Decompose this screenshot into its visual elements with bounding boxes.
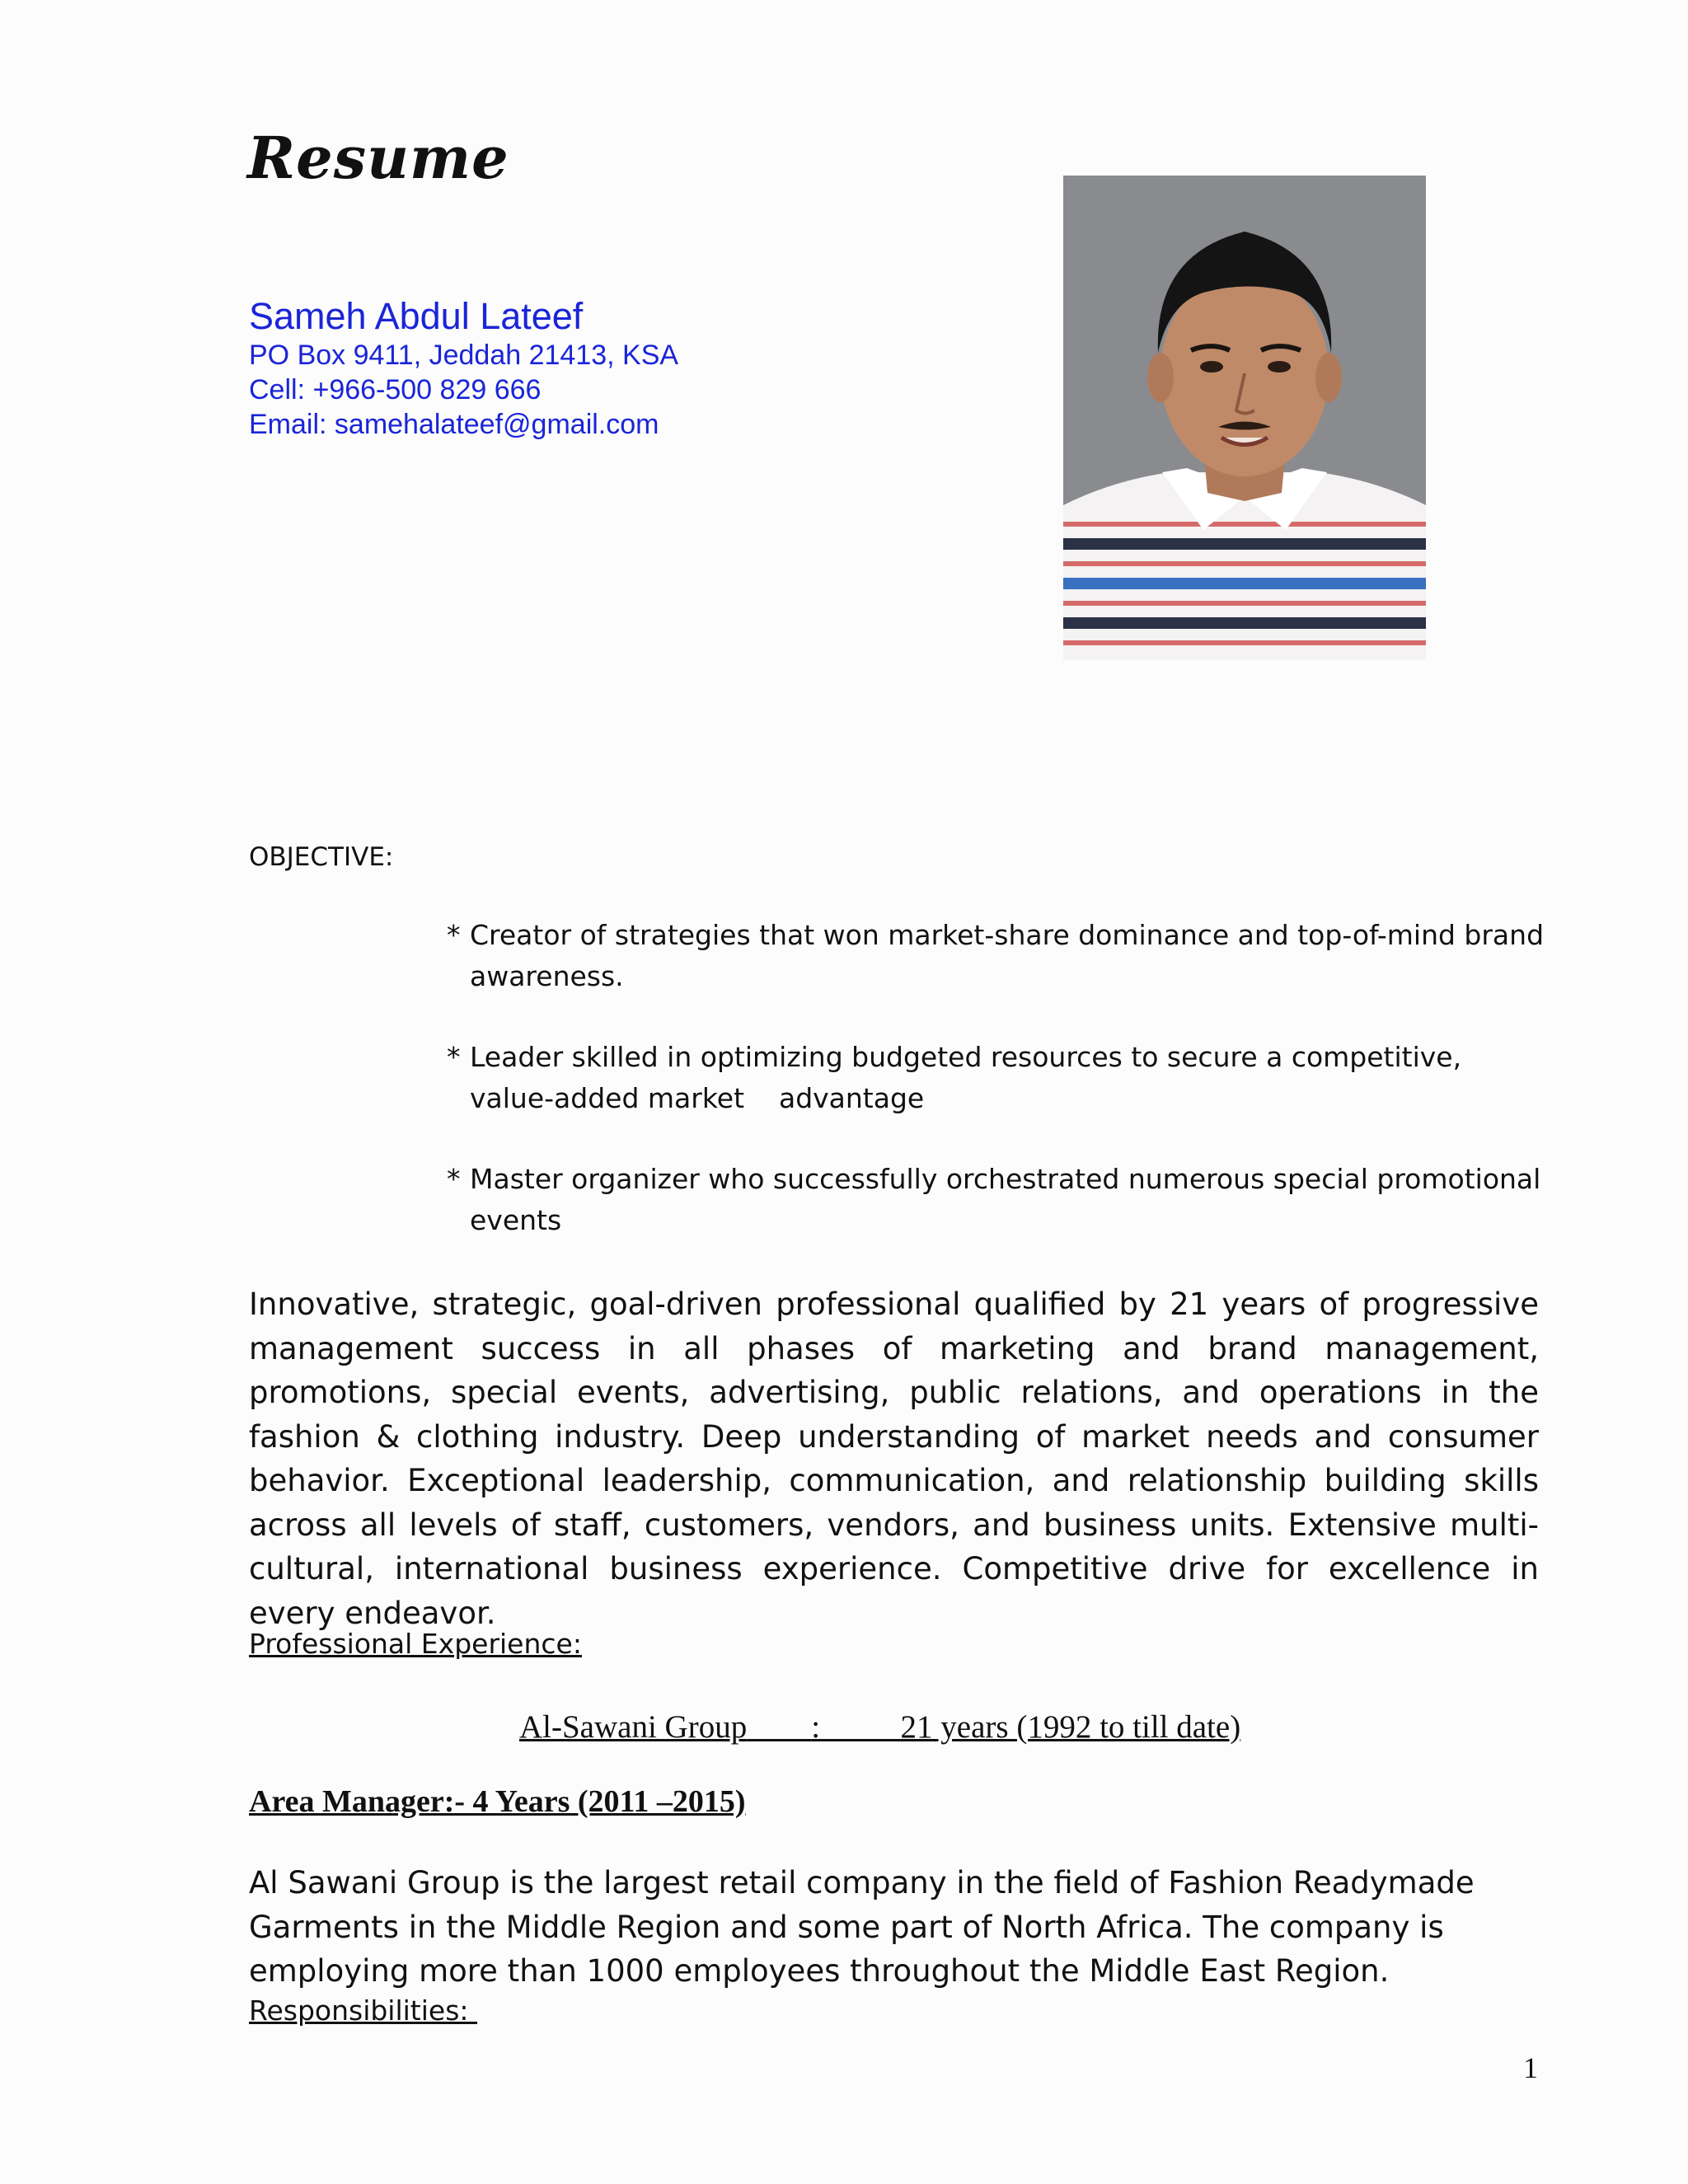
summary-paragraph: Innovative, strategic, goal-driven professional qualified by 21 years of progressive management success in all phases of marketing and brand management, promotions, special events, advertising, public relations, and operations in the fashion & clothing industry. Deep understanding of market needs and consumer behavior. Exceptional leadership, communication, and relationship building skills across all levels of staff, customers, vendors, and business units. Extensive multi-cultural, international business experience. Competitive drive for excellence in every endeavor. — [249, 1286, 1539, 1631]
company-description: Al Sawani Group is the largest retail company in the field of Fashion Readymade Garments in the Middle Region and some part of North Africa. The company is employing more than 1000 employees throughout the Middle East Region. — [249, 1865, 1475, 1989]
objective-bullet-text: Master organizer who successfully orchestrated numerous special promotional events — [470, 1163, 1541, 1236]
contact-name: Sameh Abdul Lateef — [249, 295, 584, 337]
company-duration: 21 years (1992 to till date) — [900, 1709, 1241, 1745]
objective-bullet-text: Creator of strategies that won market-share dominance and top-of-mind brand awareness. — [470, 919, 1545, 992]
experience-heading: Professional Experience: — [249, 1628, 582, 1660]
page-number: 1 — [1523, 2051, 1538, 2084]
contact-cell: Cell: +966-500 829 666 — [249, 374, 542, 405]
contact-email: Email: samehalateef@gmail.com — [249, 409, 659, 440]
contact-address: PO Box 9411, Jeddah 21413, KSA — [249, 340, 679, 371]
responsibilities-heading: Responsibilities: — [249, 1994, 478, 2027]
bullet-marker: * — [447, 1041, 461, 1073]
company-separator: : — [811, 1709, 821, 1745]
objective-heading: OBJECTIVE: — [249, 842, 394, 872]
company-line — [519, 1708, 1240, 1746]
objective-bullet — [447, 1159, 1551, 1241]
objective-bullet-text: Leader skilled in optimizing budgeted resources to secure a competitive, value-added market advantage — [470, 1041, 1470, 1114]
bullet-marker: * — [447, 919, 461, 951]
resume-title: Resume — [247, 124, 509, 192]
bullet-marker: * — [447, 1163, 461, 1195]
objective-bullet — [447, 915, 1551, 997]
profile-photo — [1063, 176, 1426, 660]
company-name: Al-Sawani Group — [519, 1709, 748, 1745]
objective-bullet — [447, 1037, 1551, 1119]
role-title: Area Manager:- 4 Years (2011 –2015) — [249, 1784, 746, 1819]
